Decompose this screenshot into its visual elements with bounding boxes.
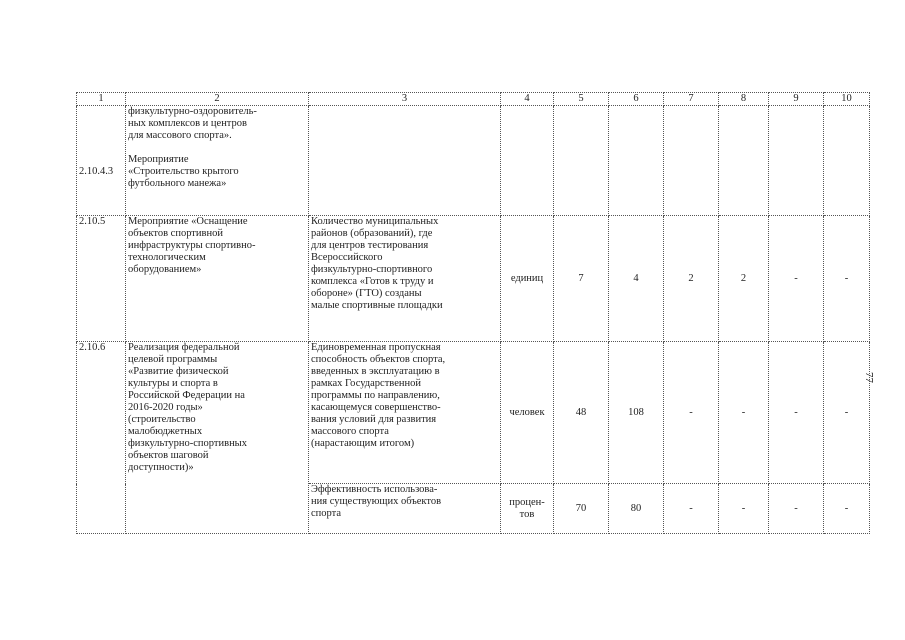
row-value-8: 2	[719, 216, 769, 342]
column-header: 10	[824, 93, 870, 106]
row-value-10	[824, 106, 870, 216]
row-value-5: 48	[554, 342, 609, 484]
row-unit: человек	[501, 342, 554, 484]
row-value-10: -	[824, 484, 870, 534]
row-value-9: -	[769, 484, 824, 534]
row-indicator	[309, 106, 501, 216]
row-value-7: 2	[664, 216, 719, 342]
column-header: 3	[309, 93, 501, 106]
row-value-7	[664, 106, 719, 216]
row-code: 2.10.6	[77, 342, 126, 534]
row-value-6: 108	[609, 342, 664, 484]
column-header: 5	[554, 93, 609, 106]
row-value-6: 4	[609, 216, 664, 342]
row-value-9: -	[769, 342, 824, 484]
row-value-6	[609, 106, 664, 216]
column-header: 8	[719, 93, 769, 106]
row-value-8: -	[719, 484, 769, 534]
row-value-5: 70	[554, 484, 609, 534]
column-header: 1	[77, 93, 126, 106]
row-value-10: -	[824, 342, 870, 484]
row-value-7: -	[664, 342, 719, 484]
column-header: 2	[126, 93, 309, 106]
column-number-row	[77, 93, 870, 106]
row-value-8	[719, 106, 769, 216]
row-name: Реализация федеральной целевой программы «Развитие физической культуры и спорта в Российской Федерации на 2016-2020 годы» (строительство малобюджетных физкультурно-спортивных объектов шаговой доступности)»	[126, 342, 309, 534]
row-value-10: -	[824, 216, 870, 342]
row-indicator: Единовременная пропускная способность объектов спорта, введенных в эксплуатацию в рамках Государственной программы по направлению, касающемуся совершенство- вания условий для развития массового спорта (нарастающим итогом)	[309, 342, 501, 484]
column-header: 6	[609, 93, 664, 106]
row-value-5	[554, 106, 609, 216]
column-header: 4	[501, 93, 554, 106]
row-value-8: -	[719, 342, 769, 484]
row-unit: процен- тов	[501, 484, 554, 534]
row-value-9: -	[769, 216, 824, 342]
row-code: 2.10.5	[77, 216, 126, 342]
row-value-5: 7	[554, 216, 609, 342]
row-value-9	[769, 106, 824, 216]
row-unit: единиц	[501, 216, 554, 342]
row-value-6: 80	[609, 484, 664, 534]
table-row	[77, 106, 870, 216]
row-value-7: -	[664, 484, 719, 534]
row-indicator: Эффективность использова- ния существующих объектов спорта	[309, 484, 501, 534]
program-indicators-table	[76, 92, 870, 534]
page-number: 77	[863, 372, 875, 383]
row-unit	[501, 106, 554, 216]
column-header: 7	[664, 93, 719, 106]
table-row	[77, 342, 870, 484]
row-indicator: Количество муниципальных районов (образований), где для центров тестирования Всероссийского физкультурно-спортивного комплекса «Готов к труду и обороне» (ГТО) созданы малые спортивные площадки	[309, 216, 501, 342]
table-row	[77, 216, 870, 342]
row-name: физкультурно-оздоровитель- ных комплексов и центров для массового спорта». Мероприятие «Строительство крытого футбольного манежа»	[126, 106, 309, 216]
row-code: 2.10.4.3	[77, 106, 126, 216]
column-header: 9	[769, 93, 824, 106]
row-name: Мероприятие «Оснащение объектов спортивной инфраструктуры спортивно- технологическим оборудованием»	[126, 216, 309, 342]
